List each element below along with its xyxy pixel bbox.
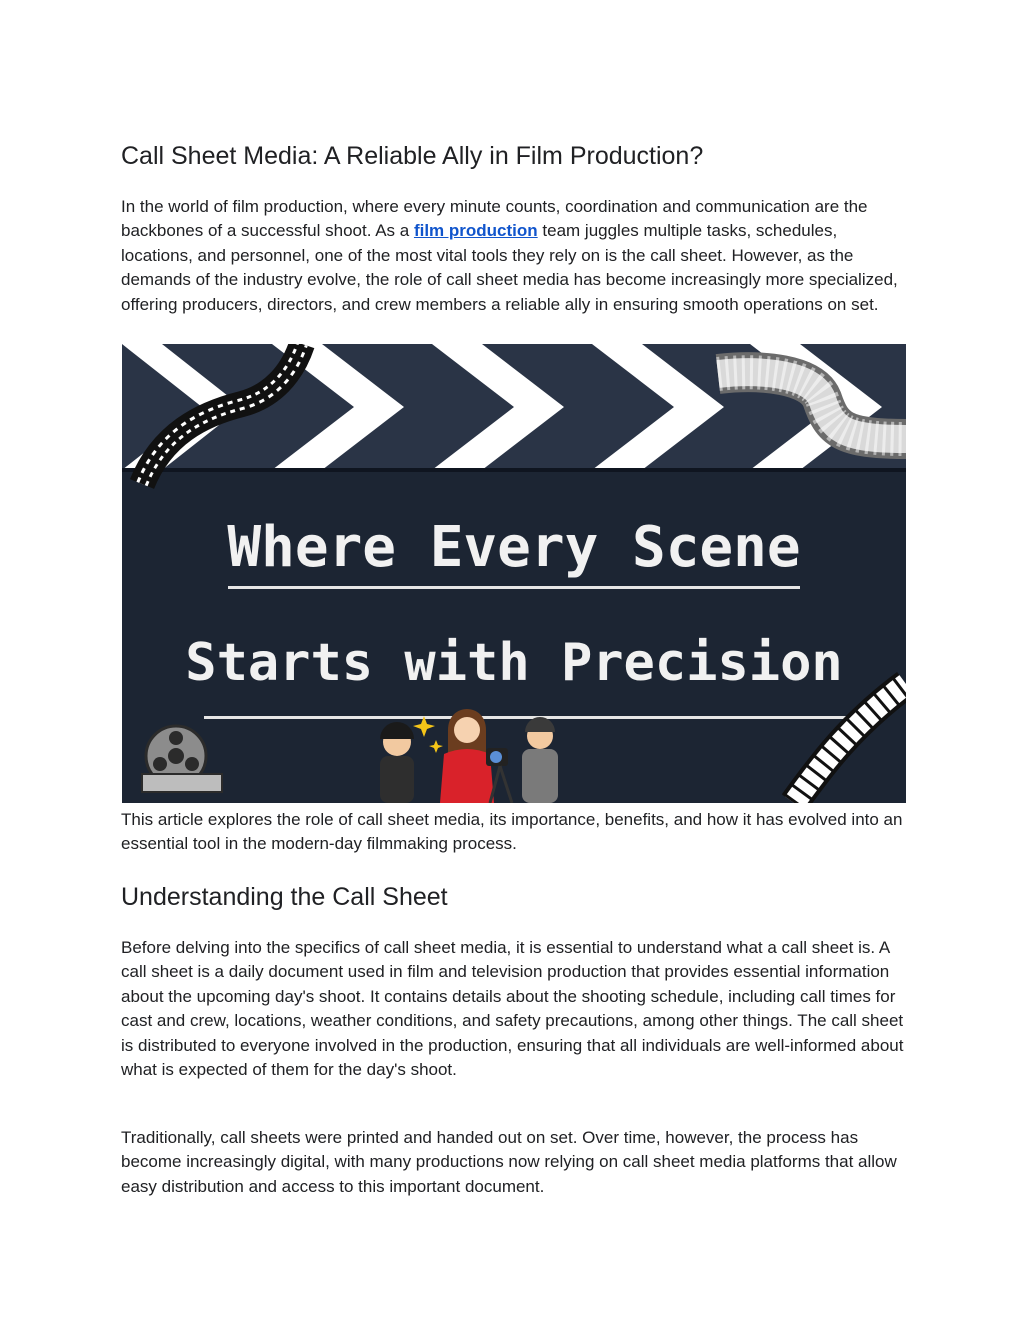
section-paragraph-2: Traditionally, call sheets were printed and handed out on set. Over time, however, the process has become increasingly digital, with many productions now relying on call sheet media platforms that allow easy distribution and access to this important document.	[121, 1128, 897, 1196]
intro-text-before-link: In the world of film production, where every minute counts, coordination and communication are the backbones of a successful shoot. As a	[121, 197, 868, 241]
film-strip-icon	[794, 684, 906, 803]
hero-image	[122, 344, 906, 803]
after-image-paragraph: This article explores the role of call sheet media, its importance, benefits, and how it has evolved into an essential tool in the modern-day filmmaking process.	[121, 810, 903, 854]
hero-headline-line1: Where Every Scene	[227, 515, 801, 580]
film-production-link[interactable]: film production	[413, 221, 538, 241]
intro-text-after-link: team juggles multiple tasks, schedules, locations, and personnel, one of the most vital tools they rely on is the call sheet. However, as the demands of the industry evolve, the role of call sheet media has become increasingly more specialized, offering producers, directors, and crew members a reliable ally in ensuring smooth operations on set.	[121, 221, 898, 314]
headline-underline-1	[228, 586, 800, 589]
section-heading: Understanding the Call Sheet	[121, 883, 448, 911]
page-title: Call Sheet Media: A Reliable Ally in Film Production?	[121, 142, 704, 170]
hero-headline-line2: Starts with Precision	[185, 633, 843, 693]
film-reel-icon	[142, 726, 222, 792]
intro-paragraph	[121, 195, 905, 317]
section-paragraph-1: Before delving into the specifics of call sheet media, it is essential to understand what a call sheet is. A call sheet is a daily document used in film and television production that provides essential information about the upcoming day's shoot. It contains details about the shooting schedule, including call times for cast and crew, locations, weather conditions, and safety precautions, among other things. The call sheet is distributed to everyone involved in the production, ensuring that all individuals are well-informed about what is expected of them for the day's shoot.	[121, 938, 904, 1080]
film-crew-illustration	[380, 709, 558, 803]
